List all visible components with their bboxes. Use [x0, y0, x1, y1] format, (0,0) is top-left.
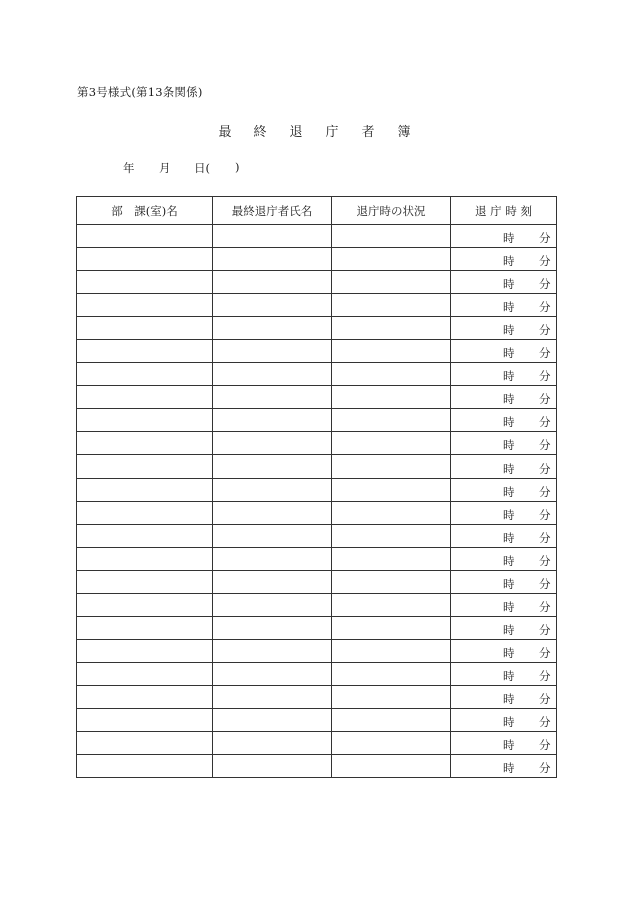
- table-row: [77, 386, 557, 409]
- hour-label: 時: [503, 599, 515, 614]
- leaver-name-cell[interactable]: [213, 294, 332, 317]
- hour-label: 時: [503, 369, 515, 384]
- department-cell[interactable]: [77, 570, 213, 593]
- table-row: [77, 317, 557, 340]
- status-cell[interactable]: [332, 455, 451, 478]
- hour-label: 時: [503, 530, 515, 545]
- month-label: 月: [159, 161, 171, 175]
- department-cell[interactable]: [77, 708, 213, 731]
- department-cell[interactable]: [77, 547, 213, 570]
- minute-label: 分: [539, 507, 551, 522]
- leave-time-cell[interactable]: [451, 685, 557, 708]
- hour-label: 時: [503, 645, 515, 660]
- title-char: 終: [253, 125, 267, 140]
- status-cell[interactable]: [332, 271, 451, 294]
- table-row: [77, 501, 557, 524]
- table-row: [77, 455, 557, 478]
- minute-label: 分: [539, 484, 551, 499]
- leave-time-cell[interactable]: [451, 755, 557, 778]
- leaver-name-cell[interactable]: [213, 708, 332, 731]
- table-row: [77, 547, 557, 570]
- table-header-row: [77, 197, 557, 225]
- department-cell[interactable]: [77, 432, 213, 455]
- last-leaver-table: [76, 196, 557, 778]
- department-cell[interactable]: [77, 685, 213, 708]
- leave-time-cell[interactable]: [451, 386, 557, 409]
- table-row: [77, 662, 557, 685]
- table-row: [77, 616, 557, 639]
- minute-label: 分: [539, 599, 551, 614]
- department-cell[interactable]: [77, 501, 213, 524]
- status-cell[interactable]: [332, 248, 451, 271]
- minute-label: 分: [539, 346, 551, 361]
- leave-time-cell[interactable]: [451, 570, 557, 593]
- leaver-name-cell[interactable]: [213, 455, 332, 478]
- hour-label: 時: [503, 484, 515, 499]
- status-cell[interactable]: [332, 478, 451, 501]
- title-char: 最: [218, 125, 232, 140]
- minute-label: 分: [539, 761, 551, 776]
- minute-label: 分: [539, 691, 551, 706]
- status-cell[interactable]: [332, 685, 451, 708]
- hour-label: 時: [503, 507, 515, 522]
- minute-label: 分: [539, 231, 551, 246]
- department-cell[interactable]: [77, 455, 213, 478]
- status-cell[interactable]: [332, 432, 451, 455]
- minute-label: 分: [539, 438, 551, 453]
- leaver-name-cell[interactable]: [213, 340, 332, 363]
- status-cell[interactable]: [332, 662, 451, 685]
- header-last-leaver-name: 最終退庁者氏名: [213, 197, 332, 225]
- minute-label: 分: [539, 300, 551, 315]
- status-cell[interactable]: [332, 593, 451, 616]
- leave-time-cell[interactable]: [451, 501, 557, 524]
- table-row: [77, 524, 557, 547]
- department-cell[interactable]: [77, 478, 213, 501]
- department-cell[interactable]: [77, 271, 213, 294]
- department-cell[interactable]: [77, 225, 213, 248]
- leaver-name-cell[interactable]: [213, 593, 332, 616]
- status-cell[interactable]: [332, 524, 451, 547]
- leaver-name-cell[interactable]: [213, 317, 332, 340]
- table-row: [77, 225, 557, 248]
- hour-label: 時: [503, 277, 515, 292]
- leave-time-cell[interactable]: [451, 639, 557, 662]
- leave-time-cell[interactable]: [451, 547, 557, 570]
- leaver-name-cell[interactable]: [213, 271, 332, 294]
- hour-label: 時: [503, 715, 515, 730]
- leaver-name-cell[interactable]: [213, 409, 332, 432]
- hour-label: 時: [503, 691, 515, 706]
- department-cell[interactable]: [77, 363, 213, 386]
- hour-label: 時: [503, 761, 515, 776]
- minute-label: 分: [539, 323, 551, 338]
- status-cell[interactable]: [332, 570, 451, 593]
- leave-time-cell[interactable]: [451, 708, 557, 731]
- leave-time-cell[interactable]: [451, 409, 557, 432]
- status-cell[interactable]: [332, 547, 451, 570]
- leaver-name-cell[interactable]: [213, 432, 332, 455]
- table-row: [77, 639, 557, 662]
- table-row: [77, 685, 557, 708]
- status-cell[interactable]: [332, 755, 451, 778]
- leave-time-cell[interactable]: [451, 317, 557, 340]
- leaver-name-cell[interactable]: [213, 478, 332, 501]
- leaver-name-cell[interactable]: [213, 755, 332, 778]
- hour-label: 時: [503, 738, 515, 753]
- department-cell[interactable]: [77, 755, 213, 778]
- leave-time-cell[interactable]: [451, 225, 557, 248]
- table-row: [77, 732, 557, 755]
- hour-label: 時: [503, 300, 515, 315]
- department-cell[interactable]: [77, 317, 213, 340]
- status-cell[interactable]: [332, 616, 451, 639]
- hour-label: 時: [503, 323, 515, 338]
- hour-label: 時: [503, 576, 515, 591]
- day-label: 日(: [194, 161, 210, 175]
- table-row: [77, 478, 557, 501]
- leaver-name-cell[interactable]: [213, 685, 332, 708]
- department-cell[interactable]: [77, 616, 213, 639]
- table-row: [77, 340, 557, 363]
- table-row: [77, 593, 557, 616]
- year-label: 年: [123, 161, 135, 175]
- status-cell[interactable]: [332, 386, 451, 409]
- department-cell[interactable]: [77, 409, 213, 432]
- minute-label: 分: [539, 738, 551, 753]
- leaver-name-cell[interactable]: [213, 248, 332, 271]
- status-cell[interactable]: [332, 363, 451, 386]
- day-close-paren: ): [235, 160, 240, 174]
- status-cell[interactable]: [332, 225, 451, 248]
- leave-time-cell[interactable]: [451, 593, 557, 616]
- leaver-name-cell[interactable]: [213, 547, 332, 570]
- status-cell[interactable]: [332, 501, 451, 524]
- department-cell[interactable]: [77, 524, 213, 547]
- minute-label: 分: [539, 369, 551, 384]
- status-cell[interactable]: [332, 708, 451, 731]
- leaver-name-cell[interactable]: [213, 363, 332, 386]
- leaver-name-cell[interactable]: [213, 225, 332, 248]
- leave-time-cell[interactable]: [451, 616, 557, 639]
- minute-label: 分: [539, 668, 551, 683]
- form-number: 第3号様式(第13条関係): [77, 85, 203, 99]
- leave-time-cell[interactable]: [451, 294, 557, 317]
- minute-label: 分: [539, 530, 551, 545]
- status-cell[interactable]: [332, 340, 451, 363]
- department-cell[interactable]: [77, 294, 213, 317]
- leaver-name-cell[interactable]: [213, 662, 332, 685]
- leaver-name-cell[interactable]: [213, 616, 332, 639]
- header-department: 部 課(室)名: [77, 197, 213, 225]
- hour-label: 時: [503, 438, 515, 453]
- minute-label: 分: [539, 415, 551, 430]
- table-row: [77, 755, 557, 778]
- department-cell[interactable]: [77, 340, 213, 363]
- minute-label: 分: [539, 622, 551, 637]
- leaver-name-cell[interactable]: [213, 501, 332, 524]
- leaver-name-cell[interactable]: [213, 570, 332, 593]
- leave-time-cell[interactable]: [451, 432, 557, 455]
- title-char: 簿: [397, 125, 411, 140]
- title-char: 庁: [325, 125, 339, 140]
- status-cell[interactable]: [332, 409, 451, 432]
- leave-time-cell[interactable]: [451, 662, 557, 685]
- table-row: [77, 294, 557, 317]
- status-cell[interactable]: [332, 732, 451, 755]
- department-cell[interactable]: [77, 386, 213, 409]
- title-char: 退: [289, 125, 303, 140]
- table-row: [77, 363, 557, 386]
- leave-time-cell[interactable]: [451, 271, 557, 294]
- department-cell[interactable]: [77, 593, 213, 616]
- department-cell[interactable]: [77, 248, 213, 271]
- table-body: [77, 225, 557, 778]
- status-cell[interactable]: [332, 294, 451, 317]
- minute-label: 分: [539, 254, 551, 269]
- leave-time-cell[interactable]: [451, 248, 557, 271]
- minute-label: 分: [539, 277, 551, 292]
- leaver-name-cell[interactable]: [213, 732, 332, 755]
- leave-time-cell[interactable]: [451, 732, 557, 755]
- table-row: [77, 409, 557, 432]
- hour-label: 時: [503, 553, 515, 568]
- hour-label: 時: [503, 415, 515, 430]
- header-leave-time: 退 庁 時 刻: [451, 197, 557, 225]
- leaver-name-cell[interactable]: [213, 524, 332, 547]
- hour-label: 時: [503, 231, 515, 246]
- leave-time-cell[interactable]: [451, 524, 557, 547]
- table-row: [77, 271, 557, 294]
- department-cell[interactable]: [77, 639, 213, 662]
- title-char: 者: [361, 125, 375, 140]
- document-title: [0, 121, 630, 139]
- minute-label: 分: [539, 715, 551, 730]
- leave-time-cell[interactable]: [451, 340, 557, 363]
- hour-label: 時: [503, 392, 515, 407]
- status-cell[interactable]: [332, 639, 451, 662]
- status-cell[interactable]: [332, 317, 451, 340]
- department-cell[interactable]: [77, 662, 213, 685]
- leaver-name-cell[interactable]: [213, 386, 332, 409]
- leave-time-cell[interactable]: [451, 363, 557, 386]
- header-status-on-leaving: 退庁時の状況: [332, 197, 451, 225]
- department-cell[interactable]: [77, 732, 213, 755]
- hour-label: 時: [503, 461, 515, 476]
- minute-label: 分: [539, 645, 551, 660]
- table-row: [77, 708, 557, 731]
- table-row: [77, 570, 557, 593]
- leave-time-cell[interactable]: [451, 455, 557, 478]
- hour-label: 時: [503, 622, 515, 637]
- minute-label: 分: [539, 392, 551, 407]
- minute-label: 分: [539, 461, 551, 476]
- table-row: [77, 432, 557, 455]
- hour-label: 時: [503, 346, 515, 361]
- leaver-name-cell[interactable]: [213, 639, 332, 662]
- leave-time-cell[interactable]: [451, 478, 557, 501]
- hour-label: 時: [503, 668, 515, 683]
- table-row: [77, 248, 557, 271]
- minute-label: 分: [539, 553, 551, 568]
- minute-label: 分: [539, 576, 551, 591]
- date-line: [0, 160, 630, 176]
- hour-label: 時: [503, 254, 515, 269]
